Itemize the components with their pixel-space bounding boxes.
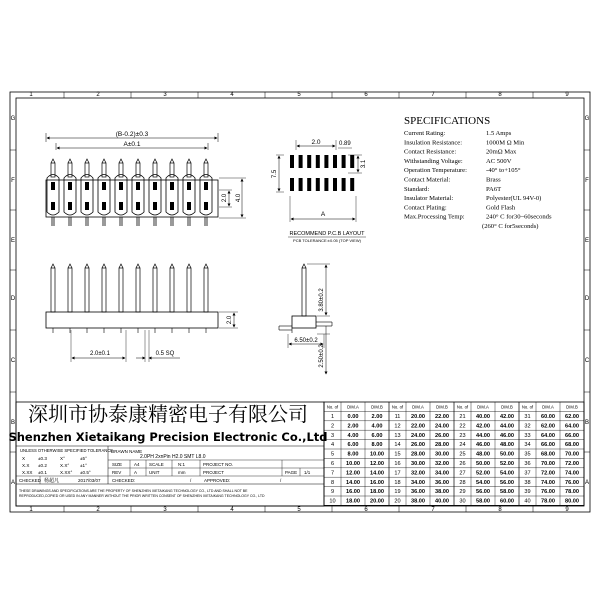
checked-date: 2017/03/07 — [78, 478, 101, 483]
table-cell: 46.00 — [476, 442, 490, 449]
spec-label: Operation Temperature: — [404, 167, 467, 175]
column-label-bottom: 3 — [163, 507, 167, 513]
column-label-top: 5 — [297, 92, 301, 98]
table-cell: 34.00 — [411, 479, 425, 486]
table-header: DIM.B — [371, 404, 383, 410]
dim-b-label: (B-0.2)±0.3 — [115, 131, 149, 138]
table-cell: 56.00 — [476, 489, 490, 496]
table-cell: 8.00 — [371, 442, 383, 449]
table-cell: 14 — [394, 442, 401, 449]
tolerance-value: ±0.1 — [38, 470, 47, 475]
table-cell: 54.00 — [500, 470, 514, 477]
row-label-right: D — [584, 296, 590, 302]
row-label-left: D — [10, 296, 16, 302]
spec-value: 1000M Ω Min — [486, 139, 525, 147]
table-cell: 52.00 — [476, 470, 490, 477]
tolerance-key: X.X — [22, 463, 30, 468]
bottom-pins — [51, 264, 208, 333]
table-header: No. of — [521, 404, 534, 410]
table-cell: 32.00 — [435, 461, 449, 467]
column-label-top: 7 — [431, 92, 435, 98]
table-cell: 30.00 — [411, 461, 425, 467]
table-cell: 12.00 — [370, 461, 384, 467]
column-label-top: 9 — [565, 92, 569, 98]
table-cell: 1 — [330, 414, 335, 420]
table-cell: 22 — [459, 423, 466, 430]
table-header: DIM.A — [347, 404, 359, 410]
table-cell: 28 — [459, 479, 466, 486]
table-cell: 44.00 — [500, 423, 514, 430]
table-cell: 12.00 — [346, 470, 360, 477]
layout-title: RECOMMEND P.C.B LAYOUT — [289, 231, 365, 237]
column-label-bottom: 7 — [431, 507, 435, 513]
spec-value: Polyester(UL 94V-0) — [486, 195, 542, 203]
table-cell: 46.00 — [500, 432, 514, 439]
dim-380-label: 3.80±0.2 — [319, 288, 325, 312]
row-label-right: C — [584, 358, 590, 364]
column-label-top: 1 — [29, 92, 33, 98]
spec-label: Current Rating: — [404, 130, 446, 137]
unit-label: UNIT — [149, 470, 160, 475]
front-view — [46, 131, 246, 226]
project-label: PROJECT — [203, 470, 225, 475]
spec-label: Insulation Resistance: — [404, 139, 463, 147]
table-cell: 66.00 — [541, 442, 555, 449]
table-cell: 4.00 — [371, 423, 383, 430]
drawn-name-label: DRAWN NAME — [111, 449, 143, 454]
table-cell: 6 — [330, 461, 335, 467]
spec-label: Standard: — [404, 185, 430, 193]
tolerance-angle-value: ±0.5° — [80, 470, 91, 475]
column-label-bottom: 6 — [364, 507, 368, 513]
table-cell: 68.00 — [541, 451, 555, 458]
table-cell: 25 — [459, 451, 466, 458]
table-header: DIM.A — [477, 404, 489, 410]
table-cell: 5 — [330, 451, 335, 458]
table-cell: 9 — [330, 489, 335, 496]
column-label-bottom: 8 — [498, 507, 502, 513]
title-block — [8, 402, 327, 506]
tolerance-angle-value: ±5° — [80, 456, 87, 461]
table-cell: 34 — [524, 442, 531, 449]
page-label: PAGE — [285, 470, 298, 475]
rev-value: A — [134, 470, 138, 475]
table-cell: 8.00 — [347, 451, 359, 458]
table-cell: 11 — [394, 414, 401, 420]
slash-2: / — [280, 478, 282, 483]
table-cell: 27 — [459, 470, 466, 477]
column-label-top: 3 — [163, 92, 167, 98]
table-cell: 28.00 — [435, 442, 449, 449]
table-cell: 14.00 — [370, 470, 384, 477]
table-cell: 38.00 — [435, 489, 449, 496]
table-cell: 18 — [394, 479, 401, 486]
specifications-title: SPECIFICATIONS — [404, 115, 491, 127]
table-cell: 33 — [524, 432, 531, 439]
dim-side-20: 2.0 — [227, 315, 233, 325]
spec-label: Max.Processing Temp: — [404, 213, 465, 221]
table-cell: 7 — [330, 470, 335, 477]
table-cell: 2 — [330, 423, 335, 430]
table-cell: 35 — [524, 451, 531, 458]
table-cell: 36.00 — [435, 479, 449, 486]
spec-label: Contact Material: — [404, 176, 451, 184]
table-cell: 80.00 — [565, 498, 579, 505]
table-cell: 10.00 — [346, 461, 360, 467]
table-cell: 42.00 — [500, 414, 514, 420]
table-cell: 64.00 — [541, 432, 555, 439]
table-cell: 50.00 — [500, 451, 514, 458]
size-label: SIZE — [112, 462, 123, 467]
table-cell: 29 — [459, 489, 466, 496]
tolerance-value: ±0.2 — [38, 463, 47, 468]
table-cell: 23 — [459, 432, 466, 439]
table-cell: 24 — [459, 442, 466, 449]
table-cell: 8 — [330, 479, 335, 486]
table-cell: 2.00 — [371, 414, 383, 420]
table-cell: 37 — [524, 470, 531, 477]
table-cell: 40.00 — [476, 414, 490, 420]
table-cell: 0.00 — [347, 414, 359, 420]
spec-value: AC 500V — [486, 157, 512, 165]
column-label-top: 6 — [364, 92, 368, 98]
table-cell: 60.00 — [541, 414, 555, 420]
table-cell: 18.00 — [346, 498, 360, 505]
table-cell: 68.00 — [565, 442, 579, 449]
dim-a-label: A±0.1 — [123, 141, 141, 148]
row-label-left: A — [10, 480, 16, 486]
table-cell: 24.00 — [435, 423, 449, 430]
dim-20-label: 2.0 — [222, 193, 228, 203]
table-header: DIM.B — [501, 404, 513, 410]
spec-value: -40° to+105° — [486, 167, 521, 175]
row-label-right: E — [584, 238, 590, 244]
table-cell: 48.00 — [500, 442, 514, 449]
dim-a-layout: A — [320, 211, 326, 218]
specifications-block — [404, 115, 552, 230]
table-cell: 6.00 — [347, 442, 359, 449]
drawn-name-value: 2.0PH 2xnPin H2.0 SMT L8.0 — [140, 454, 206, 460]
size-value: A4 — [134, 462, 140, 467]
table-cell: 50.00 — [476, 461, 490, 467]
table-cell: 70.00 — [565, 451, 579, 458]
table-cell: 14.00 — [346, 479, 360, 486]
table-header: DIM.A — [412, 404, 424, 410]
table-cell: 22.00 — [411, 423, 425, 430]
dim-650-label: 6.50±0.2 — [294, 338, 318, 344]
table-cell: 48.00 — [476, 451, 490, 458]
dim-31-label: 3.1 — [361, 159, 367, 169]
slash-1: / — [190, 478, 192, 483]
spec-label: Contact Plating: — [404, 204, 447, 212]
table-cell: 60.00 — [500, 498, 514, 505]
column-label-bottom: 2 — [96, 507, 100, 513]
table-cell: 36 — [524, 461, 531, 467]
page-value: 1/1 — [304, 470, 311, 475]
confidential-line-1: THESE DRAWINGS AND SPECIFICATIONS ARE THE PROPERTY OF SHENZHEN XIETAIKANG TECHNOLOGY CO., LTD AND SHALL NOT BE — [19, 489, 248, 493]
dimension-table — [324, 402, 584, 505]
column-label-bottom: 1 — [29, 507, 33, 513]
table-cell: 6.00 — [371, 432, 383, 439]
confidential-line-2: REPRODUCED,COPIED OR USED IN ANY MANNER WITHOUT THE PRIOR WRITTEN CONSENT OF SHENZHEN XIETAIKANG TECHNOLOGY CO., LTD — [19, 494, 265, 498]
column-label-bottom: 9 — [565, 507, 569, 513]
table-cell: 62.00 — [565, 414, 579, 420]
spec-value: 240° C for30~60seconds — [486, 213, 552, 221]
table-cell: 4 — [330, 442, 335, 449]
bottom-housing — [46, 312, 218, 328]
bottom-view — [46, 264, 238, 362]
row-label-left: G — [10, 116, 16, 122]
table-cell: 13 — [394, 432, 401, 439]
table-cell: 74.00 — [541, 479, 555, 486]
table-cell: 58.00 — [500, 489, 514, 496]
spec-label: Contact Resistance: — [404, 148, 457, 156]
spec-label: Insulator Material: — [404, 195, 454, 203]
spec-value: (260° C for5seconds) — [482, 223, 539, 230]
tolerance-value: ±0.3 — [38, 456, 47, 461]
table-cell: 10.00 — [370, 451, 384, 458]
table-header: No. of — [391, 404, 404, 410]
table-cell: 30.00 — [435, 451, 449, 458]
company-chinese-name: 深圳市协泰康精密电子有限公司 — [28, 402, 308, 426]
table-header: DIM.B — [566, 404, 578, 410]
table-cell: 66.00 — [565, 432, 579, 439]
tolerance-key: X.XX — [22, 470, 33, 475]
table-cell: 15 — [394, 451, 401, 458]
table-cell: 34.00 — [435, 470, 449, 477]
dim-05sq-label: 0.5 SQ — [155, 351, 175, 357]
table-cell: 2.00 — [347, 423, 359, 430]
table-cell: 36.00 — [411, 489, 425, 496]
spec-value: 20mΩ Max — [486, 148, 517, 156]
table-cell: 78.00 — [541, 498, 555, 505]
layout-subtitle: PCB TOLERANCE:±0.05 (TOP VIEW) — [293, 238, 361, 243]
column-labels-top — [29, 92, 569, 98]
table-cell: 10 — [329, 498, 336, 505]
column-label-top: 4 — [230, 92, 234, 98]
table-cell: 38.00 — [411, 498, 425, 505]
table-cell: 72.00 — [541, 470, 555, 477]
tolerance-key: X — [22, 456, 26, 461]
table-cell: 20 — [394, 498, 401, 505]
table-cell: 32 — [524, 423, 531, 430]
table-cell: 20.00 — [411, 414, 425, 420]
table-cell: 72.00 — [565, 461, 579, 467]
table-cell: 42.00 — [476, 423, 490, 430]
row-label-left: B — [10, 420, 16, 426]
table-cell: 17 — [394, 470, 401, 477]
table-cell: 64.00 — [565, 423, 579, 430]
table-cell: 26 — [459, 461, 466, 467]
dim-089-label: 0.89 — [339, 141, 351, 147]
table-cell: 39 — [524, 489, 531, 496]
tolerance-angle-key: X.X° — [60, 463, 70, 468]
table-cell: 74.00 — [565, 470, 579, 477]
spec-value: PA6T — [486, 185, 502, 193]
layout-pads — [290, 155, 354, 191]
table-cell: 40 — [524, 498, 531, 505]
dim-40-label: 4.0 — [236, 193, 242, 203]
spec-value: 1.5 Amps — [486, 130, 512, 137]
spec-label: Withstanding Voltage: — [404, 157, 463, 165]
table-cell: 3 — [330, 432, 335, 439]
table-cell: 21 — [459, 414, 466, 420]
table-header: No. of — [456, 404, 469, 410]
table-cell: 52.00 — [500, 461, 514, 467]
dim-250-label: 2.50±0.2 — [319, 344, 325, 368]
table-cell: 19 — [394, 489, 401, 496]
unit-value: mm — [178, 470, 186, 475]
table-cell: 76.00 — [565, 479, 579, 486]
table-cell: 26.00 — [435, 432, 449, 439]
side-view — [279, 264, 332, 374]
table-cell: 70.00 — [541, 461, 555, 467]
table-cell: 78.00 — [565, 489, 579, 496]
table-cell: 28.00 — [411, 451, 425, 458]
column-label-bottom: 4 — [230, 507, 234, 513]
spec-value: Brass — [486, 176, 501, 184]
table-cell: 62.00 — [541, 423, 555, 430]
table-cell: 16 — [394, 461, 401, 467]
table-cell: 12 — [394, 423, 401, 430]
scale-label: SCALE — [149, 462, 164, 467]
row-label-left: C — [10, 358, 16, 364]
table-header: DIM.B — [436, 404, 448, 410]
table-cell: 16.00 — [370, 479, 384, 486]
table-cell: 56.00 — [500, 479, 514, 486]
table-cell: 4.00 — [347, 432, 359, 439]
dim-20pm-label: 2.0±0.1 — [90, 351, 110, 357]
table-cell: 54.00 — [476, 479, 490, 486]
table-header: No. of — [326, 404, 339, 410]
row-label-right: F — [585, 178, 589, 184]
table-cell: 40.00 — [435, 498, 449, 505]
tolerance-angle-key: X° — [60, 456, 65, 461]
column-label-top: 2 — [96, 92, 100, 98]
project-no-label: PROJECT NO. — [203, 462, 234, 467]
scale-value: N:1 — [178, 462, 186, 467]
tolerance-angle-value: ±1° — [80, 463, 87, 468]
dim-layout-pitch: 2.0 — [311, 139, 321, 146]
dim-75-label: 7.5 — [272, 169, 278, 179]
front-pins — [47, 159, 212, 226]
tolerance-angle-key: X.XX° — [60, 470, 73, 475]
tolerance-title: UNLESS OTHERWISE SPECIFIED TOLERANCE — [20, 448, 114, 453]
checked2-label: CHECKED: — [112, 478, 136, 483]
spec-value: Gold Flash — [486, 204, 516, 212]
rev-label: REV — [112, 470, 122, 475]
approved-label: APPROVED: — [204, 478, 231, 483]
row-label-right: B — [584, 420, 590, 426]
row-label-left: E — [10, 238, 16, 244]
checked-label: CHECKED — [19, 478, 42, 483]
checked-name: 杨超凡 — [44, 478, 60, 484]
table-cell: 44.00 — [476, 432, 490, 439]
column-label-top: 8 — [498, 92, 502, 98]
table-cell: 32.00 — [411, 470, 425, 477]
row-label-right: G — [584, 116, 590, 122]
row-label-left: F — [11, 178, 15, 184]
company-english-name: Shenzhen Xietaikang Precision Electronic Co.,Ltd — [8, 430, 328, 444]
table-cell: 22.00 — [435, 414, 449, 420]
table-cell: 16.00 — [346, 489, 360, 496]
row-label-right: A — [584, 480, 590, 486]
table-header: DIM.A — [542, 404, 554, 410]
table-cell: 31 — [524, 414, 531, 420]
table-cell: 76.00 — [541, 489, 555, 496]
table-cell: 18.00 — [370, 489, 384, 496]
table-cell: 20.00 — [370, 498, 384, 505]
row-labels-right — [585, 116, 590, 486]
table-cell: 30 — [459, 498, 466, 505]
table-cell: 58.00 — [476, 498, 490, 505]
pcb-layout-view — [272, 139, 367, 243]
table-cell: 38 — [524, 479, 531, 486]
table-cell: 26.00 — [411, 442, 425, 449]
column-label-bottom: 5 — [297, 507, 301, 513]
table-cell: 24.00 — [411, 432, 425, 439]
